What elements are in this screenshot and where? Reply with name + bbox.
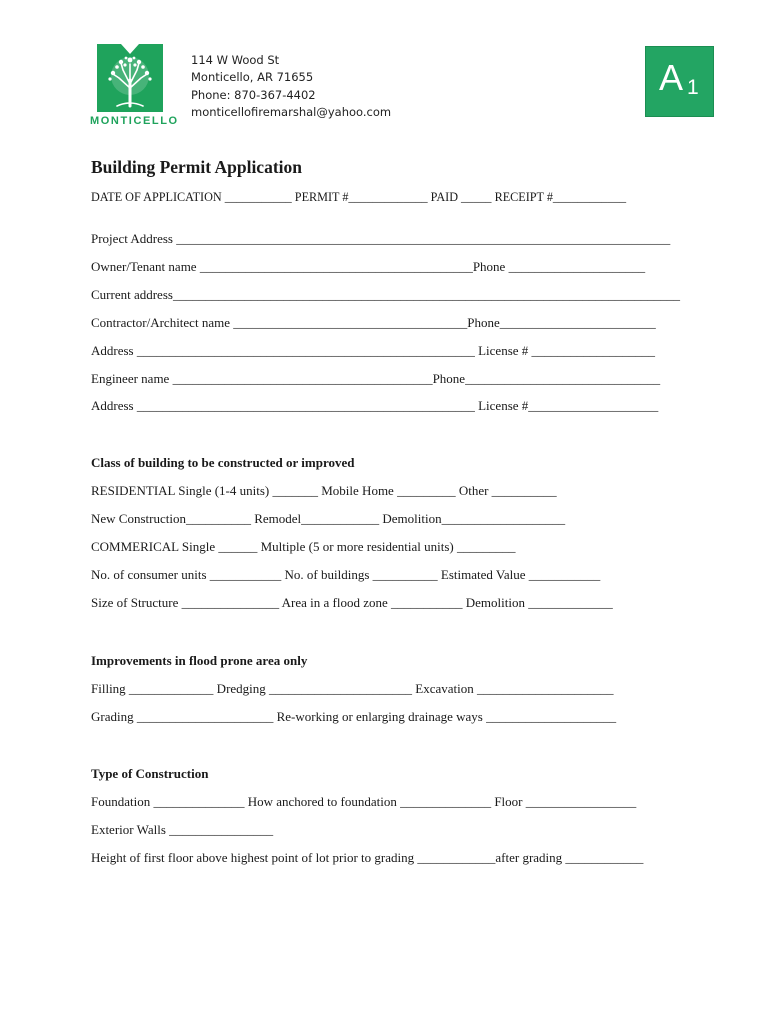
contractor-architect-line: Contractor/Architect name ____________________________________Phone________________________ — [91, 315, 656, 330]
units-buildings-value-line: No. of consumer units ___________ No. of buildings __________ Estimated Value ___________ — [91, 567, 601, 582]
street-address: 114 W Wood St — [191, 53, 280, 67]
filling-dredging-line: Filling _____________ Dredging ______________________ Excavation _____________________ — [91, 681, 614, 696]
floor-height-line: Height of first floor above highest point of lot prior to grading ____________after grading ____________ — [91, 850, 644, 865]
residential-line: RESIDENTIAL Single (1-4 units) _______ Mobile Home _________ Other __________ — [91, 483, 557, 498]
badge-subscript: 1 — [687, 76, 699, 99]
page-title: Building Permit Application — [91, 157, 302, 177]
logo-wordmark: MONTICELLO — [90, 115, 179, 127]
monticello-logo — [90, 44, 179, 130]
owner-tenant-line: Owner/Tenant name __________________________________________Phone _____________________ — [91, 259, 646, 274]
email-address: monticellofiremarshal@yahoo.com — [191, 104, 392, 119]
construction-type-line: New Construction__________ Remodel____________ Demolition___________________ — [91, 511, 566, 526]
engineer-address-line: Address ____________________________________________________ License #____________________ — [91, 398, 659, 413]
current-address-line: Current address______________________________________________________________________________ — [91, 287, 680, 302]
badge-letter: A — [659, 57, 684, 98]
class-of-building-heading: Class of building to be constructed or improved — [91, 455, 355, 470]
project-address-line: Project Address ____________________________________________________________________________ — [91, 231, 671, 246]
phone-number: Phone: 870-367-4402 — [191, 87, 316, 102]
city-state-zip: Monticello, AR 71655 — [191, 70, 314, 85]
structure-size-line: Size of Structure _______________ Area in a flood zone ___________ Demolition _____________ — [91, 595, 613, 610]
exterior-walls-line: Exterior Walls ________________ — [91, 822, 274, 837]
grading-drainage-line: Grading _____________________ Re-working or enlarging drainage ways ____________________ — [91, 709, 617, 724]
flood-prone-heading: Improvements in flood prone area only — [91, 653, 308, 668]
form-code-badge — [645, 46, 714, 117]
application-info-line: DATE OF APPLICATION ___________ PERMIT #_____________ PAID _____ RECEIPT #____________ — [91, 190, 627, 204]
contact-info — [191, 52, 391, 121]
engineer-name-line: Engineer name ________________________________________Phone______________________________ — [91, 371, 661, 386]
tree-logo-icon — [97, 44, 163, 112]
foundation-line: Foundation ______________ How anchored to foundation ______________ Floor _________________ — [91, 794, 637, 809]
contractor-address-line: Address ____________________________________________________ License # ___________________ — [91, 343, 656, 358]
commercial-line: COMMERICAL Single ______ Multiple (5 or more residential units) _________ — [91, 539, 516, 554]
type-of-construction-heading: Type of Construction — [91, 766, 209, 781]
